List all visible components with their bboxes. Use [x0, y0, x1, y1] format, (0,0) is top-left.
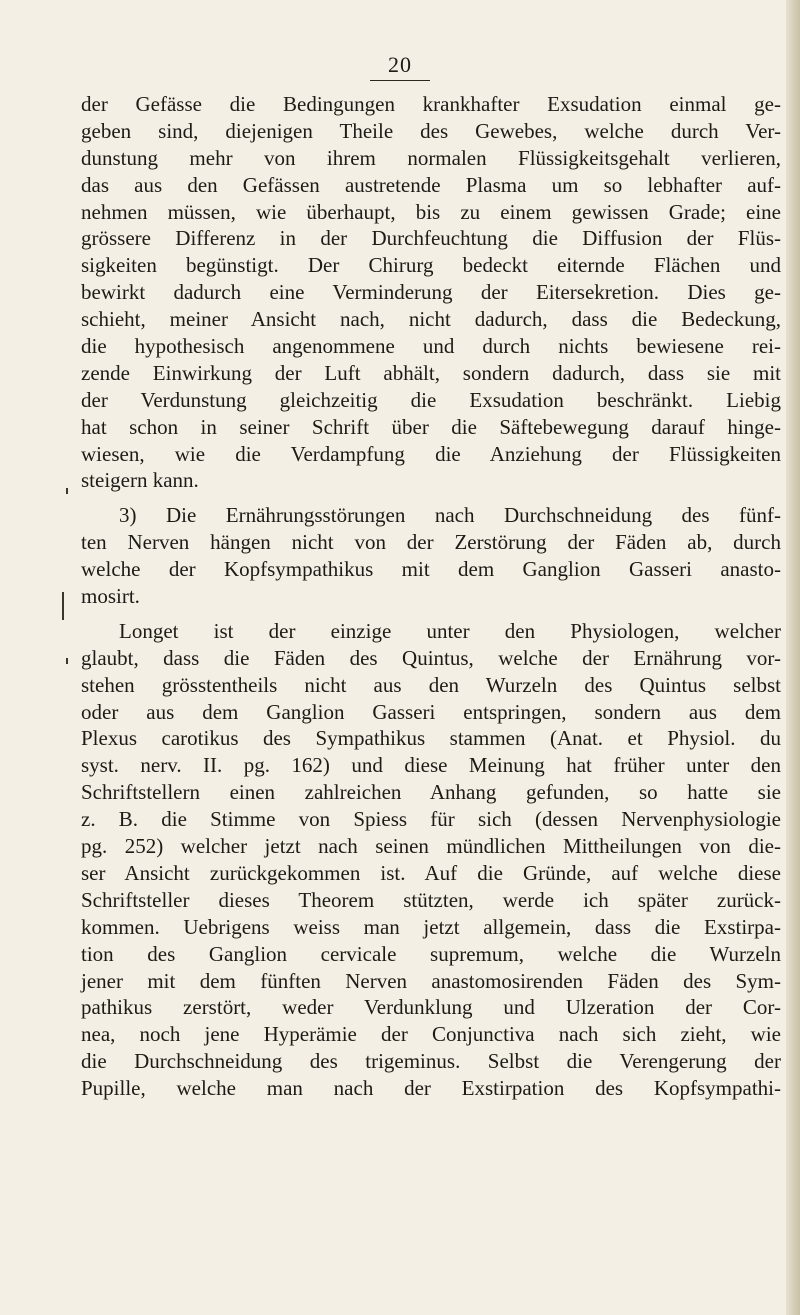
text-line: stehen grösstentheils nicht aus den Wurzeln des Quintus selbst	[81, 672, 781, 697]
text-line: tion des Ganglion cervicale supremum, welche die Wurzeln	[81, 941, 781, 966]
page-number-text: 20	[370, 52, 430, 81]
text-line: zende Einwirkung der Luft abhält, sondern dadurch, dass sie mit	[81, 360, 781, 385]
text-line: nehmen müssen, wie überhaupt, bis zu einem gewissen Grade; eine	[81, 199, 781, 224]
text-line: Plexus carotikus des Sympathikus stammen (Anat. et Physiol. du	[81, 726, 781, 751]
text-line: ser Ansicht zurückgekommen ist. Auf die Gründe, auf welche diese	[81, 860, 781, 885]
text-line: jener mit dem fünften Nerven anastomosirenden Fäden des Sym-	[81, 968, 781, 993]
text-line: syst. nerv. II. pg. 162) und diese Meinung hat früher unter den	[81, 753, 781, 778]
text-line: steigern kann.	[81, 468, 199, 493]
text-line: geben sind, diejenigen Theile des Gewebes, welche durch Ver-	[81, 118, 781, 143]
paragraph-gap	[81, 610, 781, 618]
text-line: welche der Kopfsympathikus mit dem Ganglion Gasseri anasto-	[81, 557, 781, 582]
text-line: kommen. Uebrigens weiss man jetzt allgemein, dass die Exstirpa-	[81, 914, 781, 939]
text-line: hat schon in seiner Schrift über die Säftebewegung darauf hinge-	[81, 414, 781, 439]
margin-mark	[66, 658, 68, 664]
paragraph-2	[81, 502, 781, 610]
text-line: glaubt, dass die Fäden des Quintus, welche der Ernährung vor-	[81, 645, 781, 670]
text-line: grössere Differenz in der Durchfeuchtung die Diffusion der Flüs-	[81, 226, 781, 251]
text-line: sigkeiten begünstigt. Der Chirurg bedeckt eiternde Flächen und	[81, 253, 781, 278]
margin-mark	[62, 592, 64, 620]
text-line: bewirkt dadurch eine Verminderung der Eitersekretion. Dies ge-	[81, 280, 781, 305]
body-text	[81, 91, 781, 1102]
text-line: Schriftsteller dieses Theorem stützten, werde ich später zurück-	[81, 887, 781, 912]
paragraph-3	[81, 618, 781, 1102]
text-line: dunstung mehr von ihrem normalen Flüssigkeitsgehalt verlieren,	[81, 145, 781, 170]
paragraph-gap	[81, 494, 781, 502]
page-number	[0, 52, 800, 81]
text-line: die Durchschneidung des trigeminus. Selbst die Verengerung der	[81, 1049, 781, 1074]
text-line: das aus den Gefässen austretende Plasma um so lebhafter auf-	[81, 172, 781, 197]
text-line: oder aus dem Ganglion Gasseri entspringen, sondern aus dem	[81, 699, 781, 724]
margin-mark	[66, 488, 68, 494]
text-line: z. B. die Stimme von Spiess für sich (dessen Nervenphysiologie	[81, 807, 781, 832]
paragraph-1	[81, 91, 781, 494]
text-line: Longet ist der einzige unter den Physiologen, welcher	[119, 618, 781, 643]
page-edge-shadow	[786, 0, 800, 1315]
text-line: pathikus zerstört, weder Verdunklung und Ulzeration der Cor-	[81, 995, 781, 1020]
text-line: der Verdunstung gleichzeitig die Exsudation beschränkt. Liebig	[81, 387, 781, 412]
text-line: der Gefässe die Bedingungen krankhafter Exsudation einmal ge-	[81, 92, 781, 116]
text-line: ten Nerven hängen nicht von der Zerstörung der Fäden ab, durch	[81, 530, 781, 555]
text-line: Pupille, welche man nach der Exstirpation des Kopfsympathi-	[81, 1076, 781, 1101]
text-line: mosirt.	[81, 584, 140, 609]
text-line: die hypothesisch angenommene und durch nichts bewiesene rei-	[81, 334, 781, 359]
text-line: wiesen, wie die Verdampfung die Anziehung der Flüssigkeiten	[81, 441, 781, 466]
text-line: Schriftstellern einen zahlreichen Anhang gefunden, so hatte sie	[81, 780, 781, 805]
text-line: nea, noch jene Hyperämie der Conjunctiva nach sich zieht, wie	[81, 1022, 781, 1047]
text-line: schieht, meiner Ansicht nach, nicht dadurch, dass die Bedeckung,	[81, 307, 781, 332]
text-line: 3) Die Ernährungsstörungen nach Durchschneidung des fünf-	[119, 503, 781, 528]
text-line: pg. 252) welcher jetzt nach seinen mündlichen Mittheilungen von die-	[81, 834, 781, 859]
